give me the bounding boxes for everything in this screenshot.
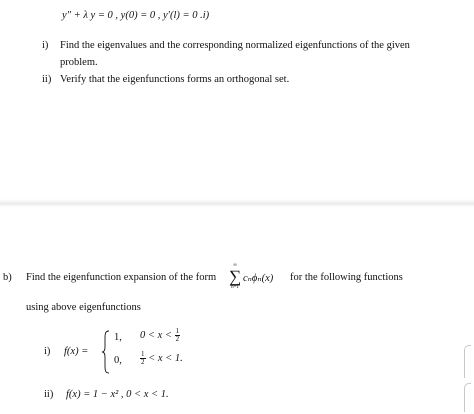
- item-text-i-line1: Find the eigenvalues and the corresponding normalized eigenfunctions of the given: [60, 40, 410, 51]
- series-upper-limit: ∞: [233, 263, 237, 268]
- fraction-numerator: 1: [175, 327, 180, 335]
- case1-value: 1,: [114, 332, 122, 343]
- series-lower-limit: n=1: [231, 285, 239, 290]
- part-b-line2: using above eigenfunctions: [26, 302, 141, 313]
- item-text-i-line2: problem.: [60, 57, 98, 68]
- left-brace: [101, 330, 111, 374]
- case2-value: 0,: [114, 355, 122, 366]
- item-text-ii: Verify that the eigenfunctions forms an orthogonal set.: [60, 74, 290, 85]
- case1-condition-text: 0 < x <: [140, 330, 172, 341]
- boundary-value-equation: y″ + λ y = 0 , y(0) = 0 , y′(l) = 0 .i): [62, 10, 210, 21]
- part-b-intro: Find the eigenfunction expansion of the form: [26, 272, 217, 283]
- fraction-numerator-2: 1: [141, 350, 145, 358]
- series-sum: [228, 263, 242, 290]
- fraction-denominator: 2: [175, 335, 180, 343]
- case2-condition-text: < x < 1.: [148, 353, 183, 364]
- fraction-denominator-2: 2: [141, 358, 145, 366]
- sum-symbol: ∑: [228, 267, 242, 286]
- case1-condition: [140, 328, 180, 343]
- item-b-label-ii: ii): [44, 389, 54, 400]
- case2-condition: [140, 351, 183, 366]
- item-label-i: i): [42, 40, 49, 51]
- part-b-label: b): [3, 272, 12, 283]
- item-label-ii: ii): [42, 74, 52, 85]
- half-fraction: [175, 328, 181, 343]
- part-b-intro-continued: for the following functions: [290, 272, 403, 283]
- piecewise-lhs: f(x) =: [64, 346, 89, 357]
- function-ii-expression: f(x) = 1 − x² , 0 < x < 1.: [66, 389, 169, 400]
- series-term: cₙϕₙ(x): [243, 273, 274, 284]
- item-b-label-i: i): [44, 346, 51, 357]
- right-edge-mark-1: [464, 345, 471, 378]
- page-separator: [0, 199, 474, 207]
- half-fraction-2: [140, 351, 146, 366]
- right-edge-mark-2: [464, 383, 471, 412]
